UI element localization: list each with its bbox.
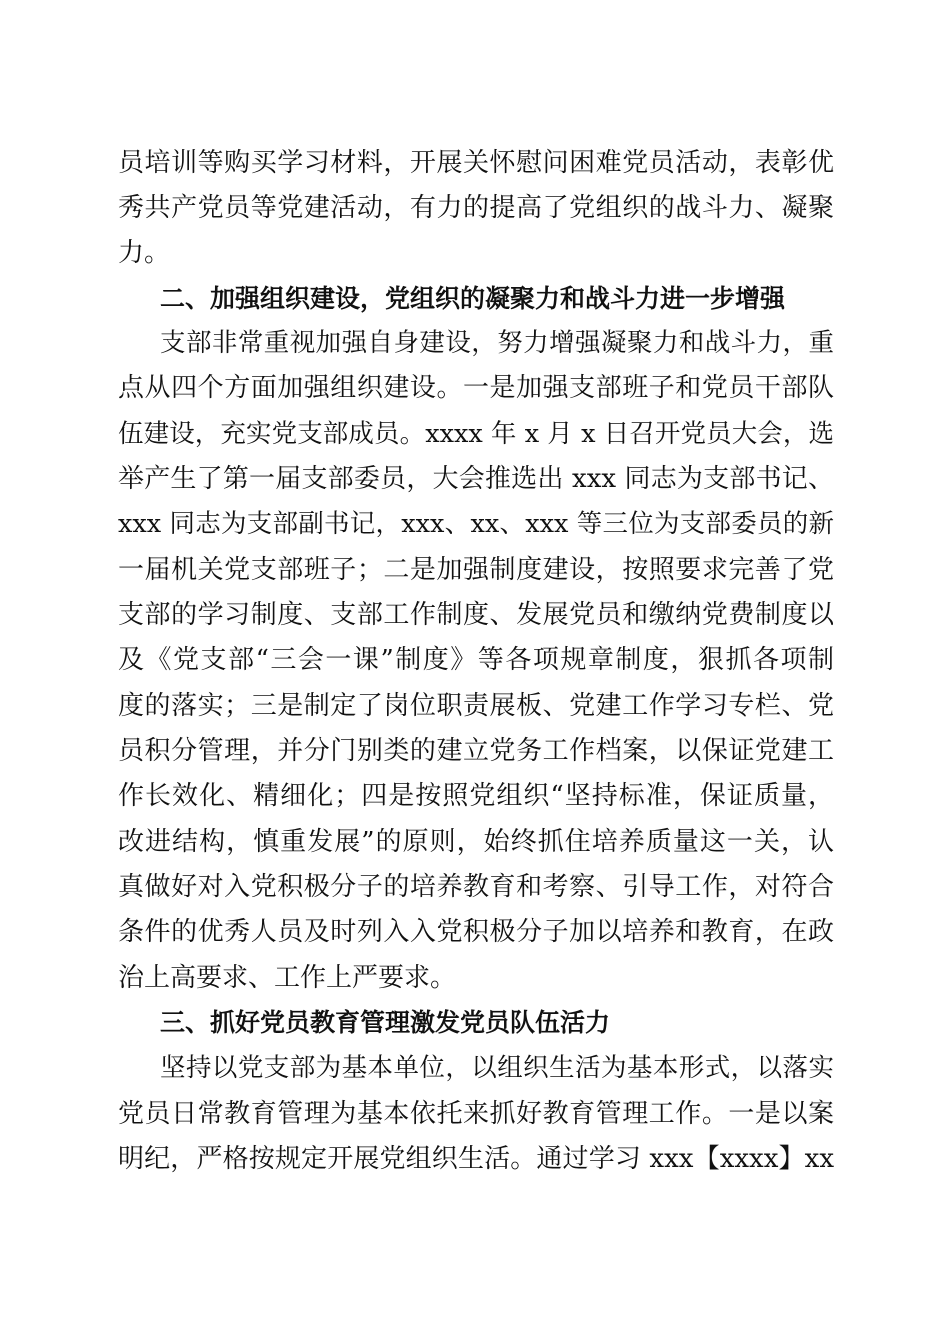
paragraph-3-line-2: 党员日常教育管理为基本依托来抓好教育管理工作。一是以案	[118, 1099, 834, 1129]
paragraph-2-line-5: xxx 同志为支部副书记，xxx、xx、xxx 等三位为支部委员的新	[118, 509, 834, 539]
paragraph-3-line-3: 明纪，严格按规定开展党组织生活。通过学习 xxx【xxxx】xx	[118, 1144, 834, 1174]
paragraph-2-line-11: 作长效化、精细化；四是按照党组织“坚持标准，保证质量，	[118, 781, 834, 811]
section-heading-2: 二、加强组织建设，党组织的凝聚力和战斗力进一步增强	[160, 284, 786, 313]
paragraph-3-line-1: 坚持以党支部为基本单位，以组织生活为基本形式，以落实	[160, 1053, 834, 1083]
paragraph-2-line-8: 及《党支部“三会一课”制度》等各项规章制度，狠抓各项制	[118, 645, 834, 675]
paragraph-2-line-10: 员积分管理，并分门别类的建立党务工作档案，以保证党建工	[118, 736, 834, 766]
paragraph-1-line-3: 力。	[118, 238, 171, 268]
paragraph-2-line-13: 真做好对入党积极分子的培养教育和考察、引导工作，对符合	[118, 872, 834, 902]
paragraph-1-line-1: 员培训等购买学习材料，开展关怀慰问困难党员活动，表彰优	[118, 148, 834, 178]
paragraph-2-line-15: 治上高要求、工作上严要求。	[118, 963, 457, 993]
paragraph-2-line-2: 点从四个方面加强组织建设。一是加强支部班子和党员干部队	[118, 373, 834, 403]
paragraph-2-line-6: 一届机关党支部班子；二是加强制度建设，按照要求完善了党	[118, 555, 834, 585]
paragraph-2-line-12: 改进结构，慎重发展”的原则，始终抓住培养质量这一关，认	[118, 827, 834, 857]
paragraph-2-line-9: 度的落实；三是制定了岗位职责展板、党建工作学习专栏、党	[118, 691, 834, 721]
paragraph-2-line-7: 支部的学习制度、支部工作制度、发展党员和缴纳党费制度以	[118, 600, 834, 630]
paragraph-2-line-14: 条件的优秀人员及时列入入党积极分子加以培养和教育，在政	[118, 917, 834, 947]
paragraph-2-line-1: 支部非常重视加强自身建设，努力增强凝聚力和战斗力，重	[160, 328, 834, 358]
paragraph-1-line-2: 秀共产党员等党建活动，有力的提高了党组织的战斗力、凝聚	[118, 193, 834, 223]
section-heading-3: 三、抓好党员教育管理激发党员队伍活力	[160, 1008, 611, 1037]
paragraph-2-line-4: 举产生了第一届支部委员，大会推选出 xxx 同志为支部书记、	[118, 464, 834, 494]
paragraph-2-line-3: 伍建设，充实党支部成员。xxxx 年 x 月 x 日召开党员大会，选	[118, 419, 834, 449]
